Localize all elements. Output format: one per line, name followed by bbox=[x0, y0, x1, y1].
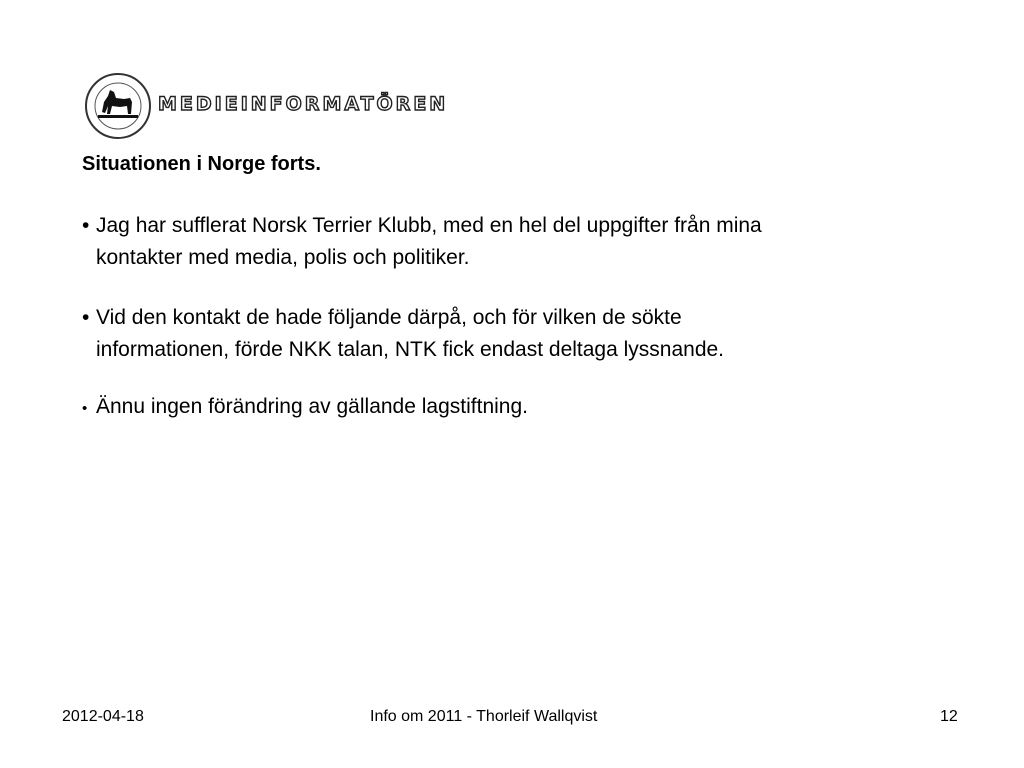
bullet-marker: • bbox=[82, 400, 88, 417]
bullet-marker: • bbox=[82, 306, 90, 329]
bullet-item bbox=[82, 391, 982, 425]
bullet-text: Ännu ingen förändring av gällande lagstiftning. bbox=[96, 395, 528, 418]
logo-wordmark: MEDIEINFORMATÖREN bbox=[158, 93, 449, 115]
bullet-text: informationen, förde NKK talan, NTK fick endast deltaga lyssnande. bbox=[96, 338, 725, 361]
footer-text: Info om 2011 - Thorleif Wallqvist bbox=[370, 708, 598, 725]
footer-date: 2012-04-18 bbox=[62, 708, 144, 725]
bullet-item bbox=[82, 210, 982, 274]
bullet-marker: • bbox=[82, 214, 90, 237]
bullet-text: Jag har sufflerat Norsk Terrier Klubb, med en hel del uppgifter från mina bbox=[96, 214, 762, 237]
club-logo bbox=[84, 72, 449, 140]
terrier-club-logo bbox=[84, 72, 449, 140]
bullet-text: Vid den kontakt de hade följande därpå, och för vilken de sökte bbox=[96, 306, 682, 329]
page-number: 12 bbox=[940, 708, 958, 725]
bullet-text: kontakter med media, polis och politiker. bbox=[96, 246, 470, 269]
bullet-item bbox=[82, 302, 982, 366]
slide-title: Situationen i Norge forts. bbox=[82, 153, 321, 175]
